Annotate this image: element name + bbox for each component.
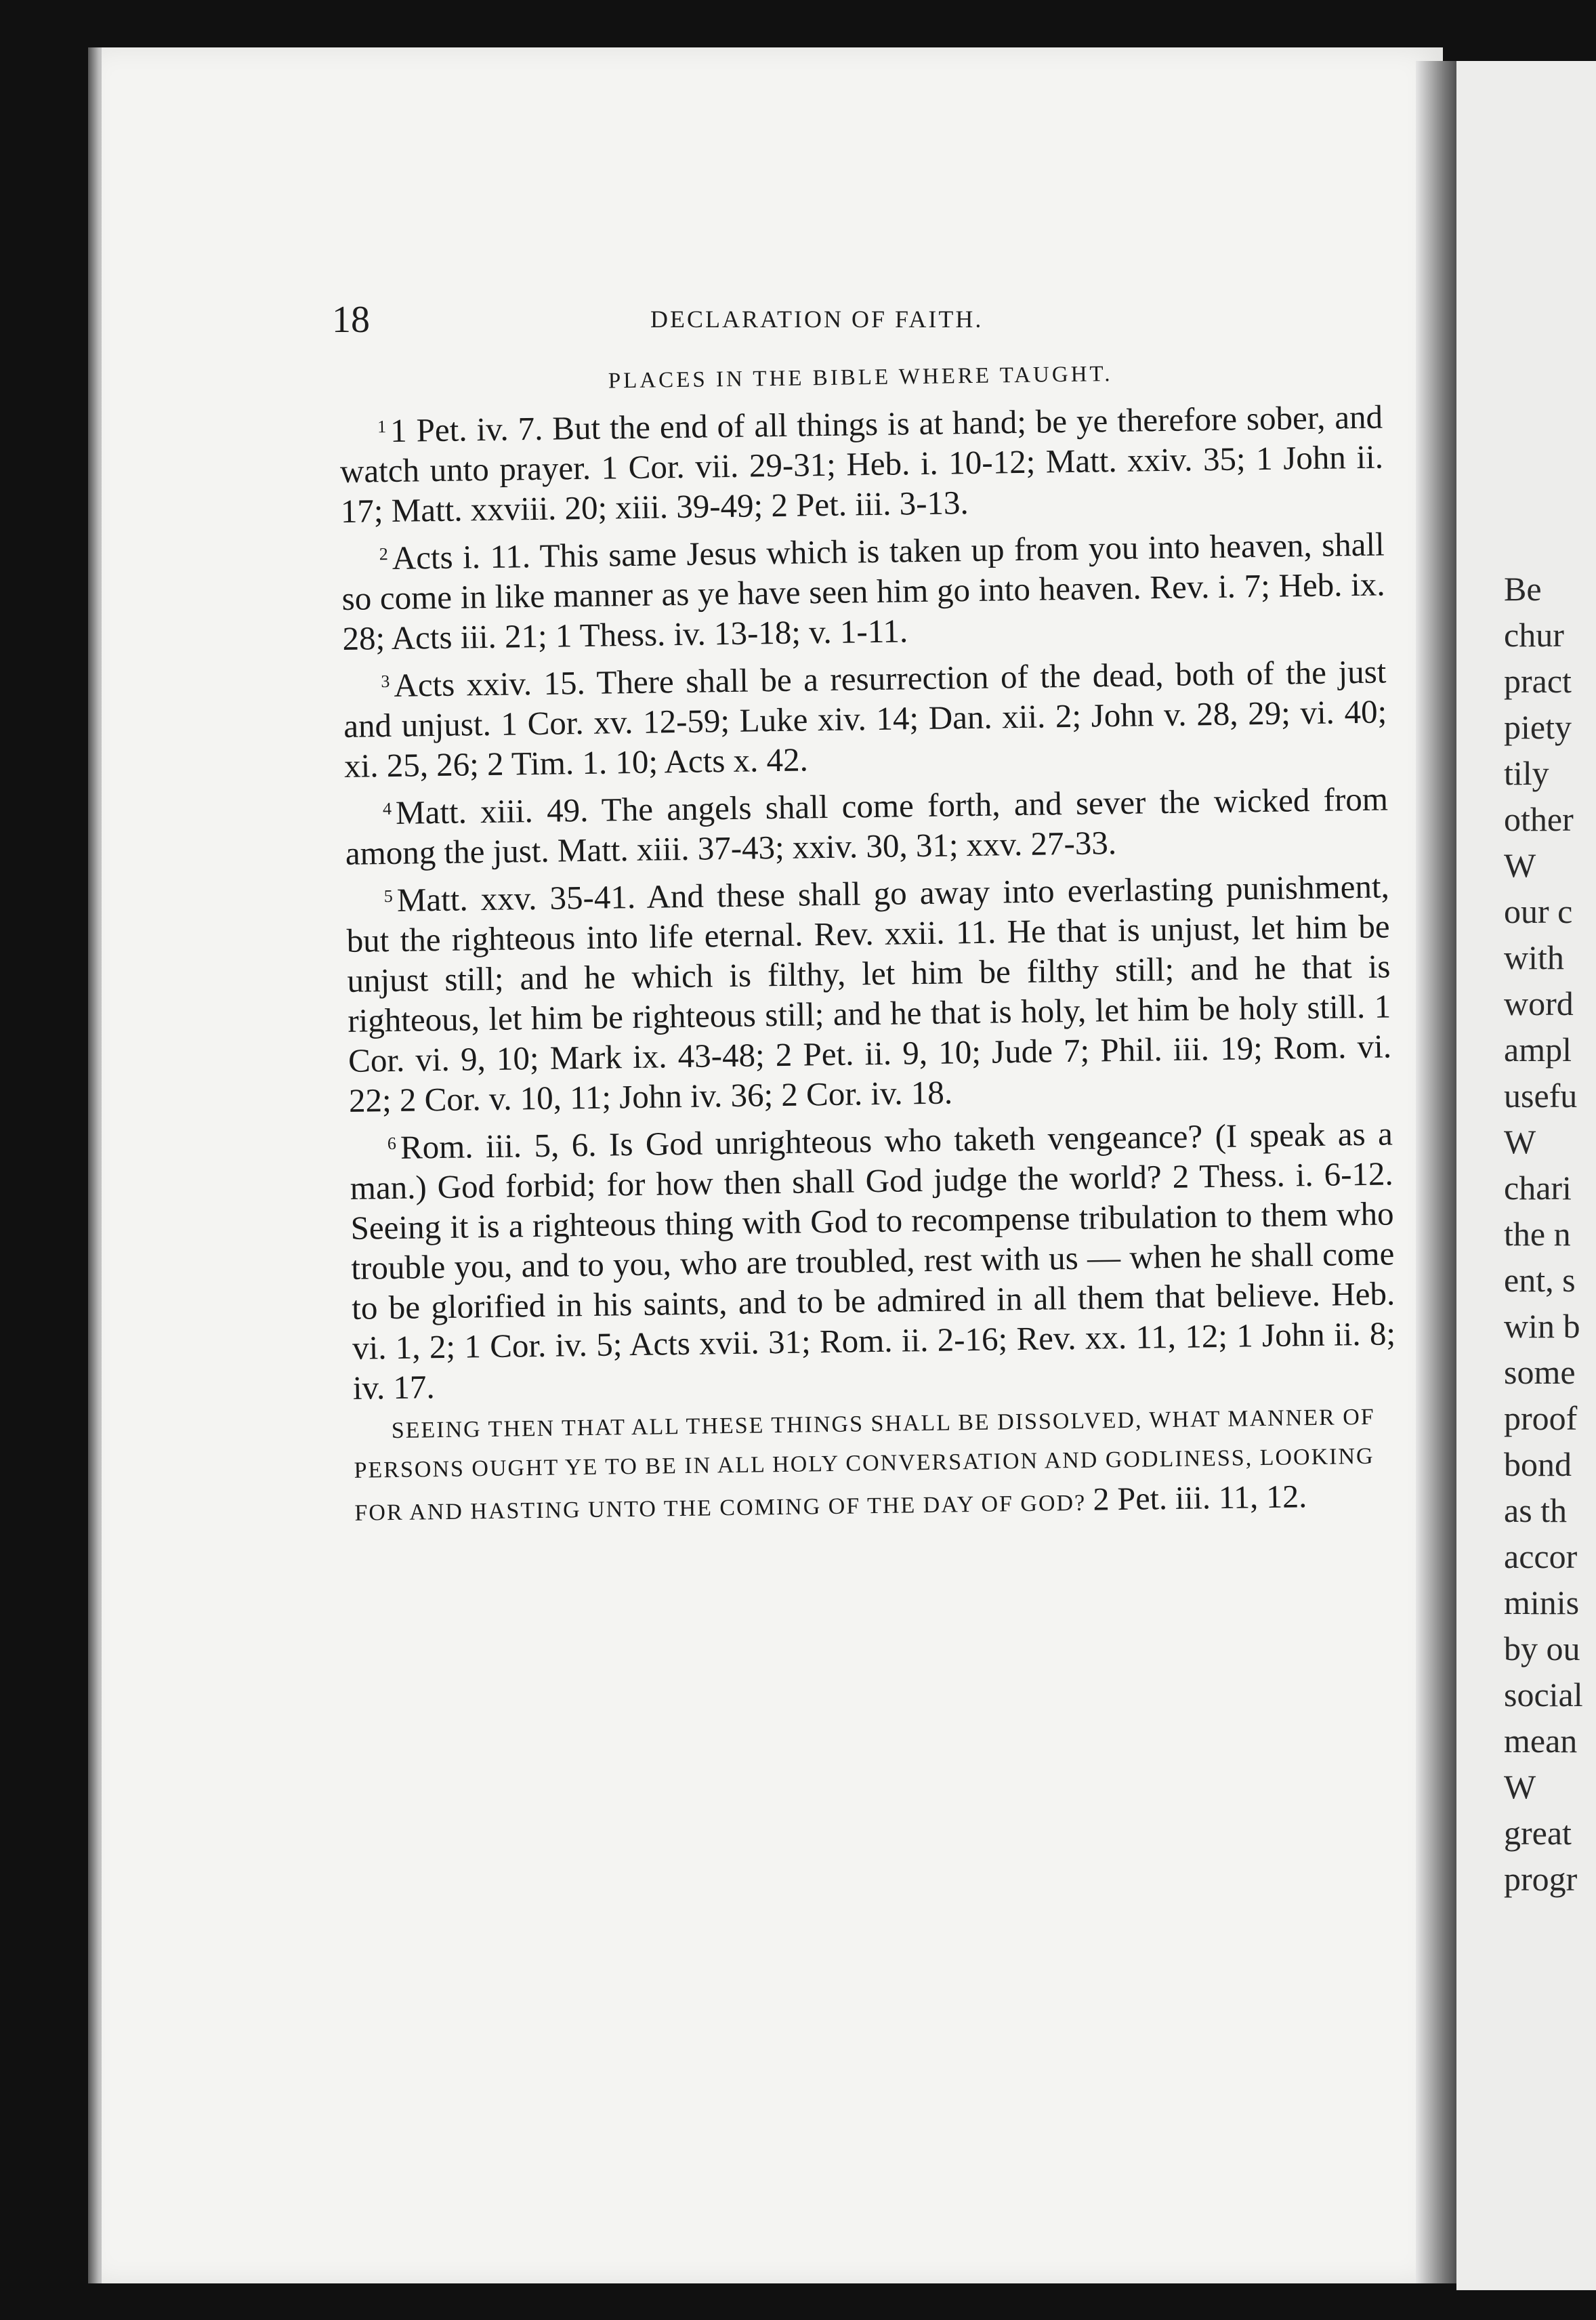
- page-number: 18: [332, 299, 370, 341]
- footnote-marker: 6: [387, 1133, 397, 1154]
- reference-text: Acts xxiv. 15. There shall be a resurrection of the dead, both of the just and unjust. 1 Cor. xv. 12-59; Luke xiv. 14; Dan. xii. 2; John v. 28, 29; vi. 40; xi. 25, 26; 2 Tim. 1. 10; Acts x. 42.: [343, 652, 1387, 785]
- closing-citation: 2 Pet. iii. 11, 12.: [1093, 1478, 1307, 1518]
- facing-page-line: as th: [1504, 1491, 1568, 1529]
- facing-page-line: accor: [1504, 1537, 1578, 1575]
- closing-exhortation: [353, 1397, 1398, 1533]
- facing-page-line: the n: [1504, 1215, 1571, 1253]
- facing-page-line: some: [1504, 1353, 1576, 1391]
- facing-page-line: tily: [1504, 754, 1549, 792]
- facing-page-line: chur: [1504, 616, 1564, 654]
- reference-text: Acts i. 11. This same Jesus which is taken up from you into heaven, shall so come in like manner as ye have seen him go into heaven. Rev. i. 7; Heb. ix. 28; Acts iii. 21; 1 Thess. iv. 13-18; v. 1-11.: [341, 525, 1385, 657]
- footnote-marker: 1: [377, 417, 387, 437]
- facing-page-line: social: [1504, 1676, 1583, 1714]
- facing-page-line: chari: [1504, 1169, 1572, 1207]
- reference-text: Matt. xiii. 49. The angels shall come forth, and sever the wicked from among the just. Matt. xiii. 37-43; xxiv. 30, 31; xxv. 27-33.: [345, 780, 1389, 872]
- reference-text: Rom. iii. 5, 6. Is God unrighteous who taketh vengeance? (I speak as a man.) God forbid; for how then shall God judge the world? 2 Thess. i. 6-12. Seeing it is a righteous thing with God to recompense tribulation to them who trouble you, and to you, who are troubled, rest with us — when he shall come to be glorified in his saints, and to be admired in all them that believe. Heb. vi. 1, 2; 1 Cor. iv. 5; Acts xvii. 31; Rom. ii. 2-16; Rev. xx. 11, 12; 1 John ii. 8; iv. 17.: [350, 1115, 1396, 1407]
- reference-text: 1 Pet. iv. 7. But the end of all things is at hand; be ye therefore sober, and watch unto prayer. 1 Cor. vii. 29-31; Heb. i. 10-12; Matt. xxiv. 35; 1 John ii. 17; Matt. xxviii. 20; xiii. 39-49; 2 Pet. iii. 3-13.: [339, 398, 1384, 530]
- facing-page-line: minis: [1504, 1583, 1580, 1621]
- section-heading: PLACES IN THE BIBLE WHERE TAUGHT.: [608, 362, 1113, 394]
- footnote-marker: 3: [381, 671, 390, 692]
- facing-page-line: bond: [1504, 1445, 1572, 1483]
- facing-page-line: our c: [1504, 892, 1573, 930]
- reference-text: Matt. xxv. 35-41. And these shall go away into everlasting punishment, but the righteous into life eternal. Rev. xxii. 11. He that is unjust, let him be unjust still; and he which is filthy, let him be filthy still; and he that is righteous, let him be righteous still; and he that is holy, let him be holy still. 1 Cor. vi. 9, 10; Mark ix. 43-48; 2 Pet. ii. 9, 10; Jude 7; Phil. iii. 19; Rom. vi. 22; 2 Cor. v. 10, 11; John iv. 36; 2 Cor. iv. 18.: [346, 867, 1392, 1119]
- facing-page-line: word: [1504, 985, 1574, 1022]
- scripture-reference-5: [345, 862, 1392, 1120]
- facing-page-line: with: [1504, 938, 1564, 976]
- facing-page-line: proof: [1504, 1399, 1578, 1437]
- closing-text: SEEING THEN THAT ALL THESE THINGS SHALL BE DISSOLVED, WHAT MANNER OF PERSONS OUGHT YE TO BE IN ALL HOLY CONVERSATION AND GODLINESS, LOOKING FOR AND HASTING UNTO THE COMING OF THE DAY OF GOD?: [354, 1404, 1375, 1526]
- facing-page-line: W: [1504, 846, 1536, 884]
- footnote-marker: 5: [383, 886, 393, 907]
- facing-page-line: great: [1504, 1814, 1572, 1852]
- facing-page-line: ent, s: [1504, 1261, 1576, 1299]
- facing-page-line: W: [1504, 1123, 1536, 1161]
- scripture-reference-2: [341, 520, 1385, 658]
- footnote-marker: 2: [379, 544, 388, 564]
- scripture-reference-3: [343, 647, 1387, 785]
- facing-page-line: W: [1504, 1768, 1536, 1806]
- scripture-reference-4: [345, 774, 1389, 873]
- running-head: DECLARATION OF FAITH.: [650, 306, 984, 333]
- facing-page-line: Be: [1504, 570, 1542, 608]
- facing-page-line: piety: [1504, 708, 1572, 746]
- facing-page-line: other: [1504, 800, 1574, 838]
- facing-page-line: progr: [1504, 1860, 1578, 1898]
- page-header: [332, 298, 1389, 352]
- scripture-reference-1: [339, 392, 1384, 531]
- facing-page: [1456, 61, 1596, 2290]
- facing-page-line: ampl: [1504, 1031, 1572, 1069]
- facing-page-line: by ou: [1504, 1630, 1580, 1668]
- footnote-marker: 4: [382, 798, 392, 819]
- facing-page-line: pract: [1504, 662, 1572, 700]
- body-text: [339, 358, 1398, 1556]
- facing-page-line: win b: [1504, 1307, 1580, 1345]
- facing-page-line: usefu: [1504, 1077, 1578, 1115]
- facing-page-line: mean: [1504, 1722, 1578, 1760]
- scripture-reference-6: [349, 1109, 1396, 1407]
